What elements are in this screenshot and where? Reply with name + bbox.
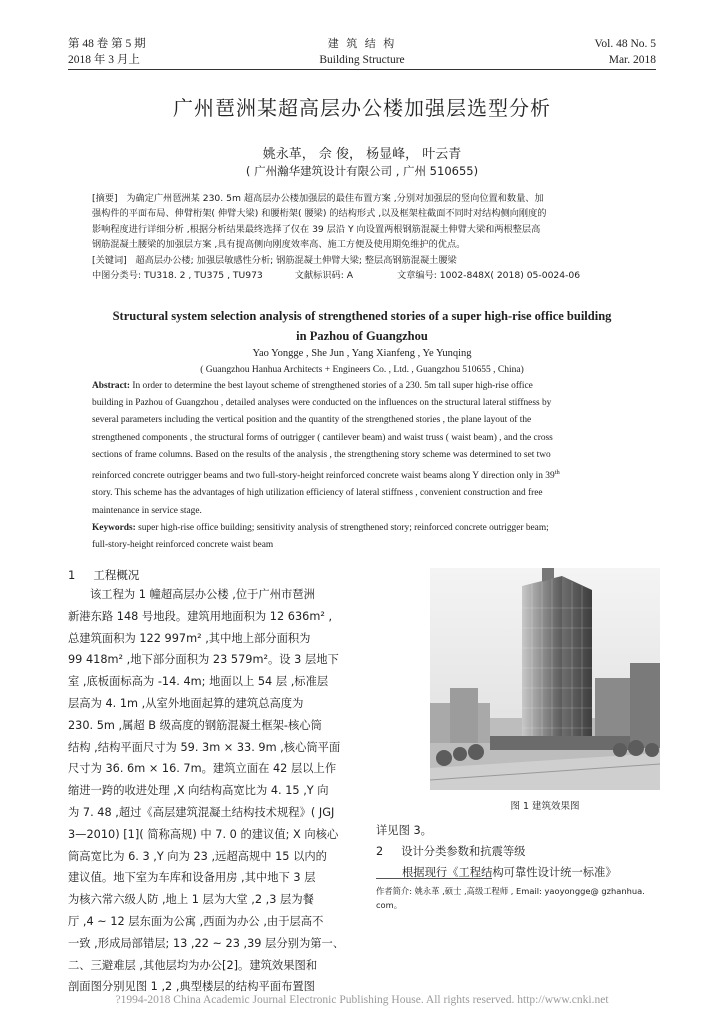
body-line: 厅 ,4 ~ 12 层东面为公寓 ,西面为办公 ,由于层高不 bbox=[68, 914, 324, 928]
body-line: 缩进一跨的收进处理 ,X 向结构高宽比为 4. 15 ,Y 向 bbox=[68, 784, 329, 798]
building-rendering-image bbox=[430, 568, 660, 790]
header-date-en: Mar. 2018 bbox=[608, 54, 656, 66]
cnki-watermark: ?1994-2018 China Academic Journal Electronic Publishing House. All rights reserved. http://www.cnki.net bbox=[115, 994, 609, 1006]
building-rendering-figure bbox=[430, 568, 660, 790]
body-line: 详见图 3。 bbox=[376, 824, 432, 837]
body-line: 根据现行《工程结构可靠性设计统一标准》 bbox=[402, 866, 617, 879]
header-volume-zh: 第 48 卷 第 5 期 bbox=[68, 38, 146, 50]
keywords-en-label: Keywords: bbox=[92, 522, 136, 533]
section-1-heading: 1 工程概况 bbox=[68, 568, 140, 582]
body-line: 为 7. 48 ,超过《高层建筑混凝土结构技术规程》( JGJ bbox=[68, 805, 335, 819]
abstract-en-label: Abstract: bbox=[92, 381, 131, 391]
body-line: 剖面图分别见图 1 ,2 ,典型楼层的结构平面布置图 bbox=[68, 980, 315, 994]
keywords-zh-label: [关键词] bbox=[92, 254, 127, 266]
paper-title-en: Structural system selection analysis of strengthened stories of a super high-rise office building in Pazhou of Guangzhou bbox=[112, 309, 612, 343]
body-line: 一致 ,形成局部错层; 13 ,22 ~ 23 ,39 层分别为第一、 bbox=[68, 936, 345, 950]
header-volume-en: Vol. 48 No. 5 bbox=[594, 38, 656, 50]
author-footnote: 作者简介: 姚永革 ,硕士 ,高级工程师 , Email: yaoyongge@ gzhanhua. com。 bbox=[376, 886, 645, 910]
body-line: 230. 5m ,属超 B 级高度的钢筋混凝土框架-核心筒 bbox=[68, 718, 322, 732]
affiliation-en: ( Guangzhou Hanhua Architects + Engineers Co. , Ltd. , Guangzhou 510655 , China) bbox=[200, 365, 524, 375]
right-column-body bbox=[376, 820, 660, 883]
body-line: 二、三避难层 ,其他层均为办公[2]。建筑效果图和 bbox=[68, 958, 318, 972]
body-line: 新港东路 148 号地段。建筑用地面积为 12 636m² , bbox=[68, 609, 333, 623]
body-line: 筒高宽比为 6. 3 ,Y 向为 23 ,远超高规中 15 以内的 bbox=[68, 849, 327, 863]
authors-en: Yao Yongge , She Jun , Yang Xianfeng , Ye Yunqing bbox=[252, 348, 472, 359]
clc-number: 中图分类号: TU318. 2 , TU375 , TU973 bbox=[92, 270, 263, 282]
abstract-zh-label: [摘要] bbox=[92, 193, 118, 204]
body-line: 该工程为 1 幢超高层办公楼 ,位于广州市琶洲 bbox=[90, 588, 315, 601]
header-rule bbox=[68, 69, 656, 70]
abstract-zh-line: 强构件的平面布局、伸臂桁架( 伸臂大梁) 和腰桁架( 腰梁) 的结构形式 ,以及框架柱截面不同时对结构侧向刚度的 bbox=[92, 208, 547, 220]
body-line: 总建筑面积为 122 997m² ,其中地上部分面积为 bbox=[68, 631, 311, 645]
paper-title-zh: 广州琶洲某超高层办公楼加强层选型分析 bbox=[173, 96, 551, 120]
classification-zh bbox=[92, 268, 664, 283]
article-number: 文章编号: 1002-848X( 2018) 05-0024-06 bbox=[397, 270, 581, 282]
abstract-zh-line: [摘要] 为确定广州琶洲某 230. 5m 超高层办公楼加强层的最佳布置方案 ,分别对加强层的竖向位置和数量、加 bbox=[92, 193, 544, 204]
section-2-heading: 2 设计分类参数和抗震等级 bbox=[376, 845, 526, 858]
abstract-zh-line: 钢筋混凝土腰梁的加强层方案 ,具有提高侧向刚度效率高、施工方便及使用期免维护的优点。 bbox=[92, 239, 466, 251]
keywords-zh: [关键词] 超高层办公楼; 加强层敏感性分析; 钢筋混凝土伸臂大梁; 整层高钢筋混凝土腰梁 bbox=[92, 254, 457, 266]
body-line: 99 418m² ,地下部分面积为 23 579m²。设 3 层地下 bbox=[68, 653, 339, 667]
affiliation-zh: ( 广州瀚华建筑设计有限公司 , 广州 510655) bbox=[245, 164, 479, 178]
body-line: 结构 ,结构平面尺寸为 59. 3m × 33. 9m ,核心筒平面 bbox=[68, 740, 341, 754]
section-1-body bbox=[68, 584, 357, 998]
footnote-rule bbox=[376, 878, 492, 879]
abstract-zh-line: 影响程度进行详细分析 ,根据分析结果最终选择了仅在 39 层沿 Y 向设置两根钢筋混凝土伸臂大梁和两根整层高 bbox=[92, 223, 541, 235]
header-journal-zh: 建 筑 结 构 bbox=[327, 37, 397, 50]
body-line: 层高为 4. 1m ,从室外地面起算的建筑总高度为 bbox=[68, 696, 304, 710]
abstract-en: Abstract: In order to determine the best layout scheme of strengthened stories of a 230. 5m tall super high-rise office building in Pazhou of Guangzhou , detailed analyses were conducted on the influences on the structural lateral stiffness by several parameters including the vertical position and the quantity of the strengthened stories , the plane layout of the strengthened components , the structural forms of outrigger ( cantilever beam) and waist truss ( waist beam) , and the cross sections of frame columns. Based on the results of the analysis , the strengthening story scheme was determined to set two reinforced concrete outrigger beams and two full-story-height reinforced concrete waist beams along Y direction only in 39th story. This scheme has the advantages of high utilization efficiency of lateral stiffness , convenient construction and free maintenance in service stage. Keywords: super high-rise office building; sensitivity analysis of strengthened story; reinforced concrete outrigger beam; full-story-height reinforced concrete waist beam bbox=[92, 381, 560, 550]
figure-1-caption: 图 1 建筑效果图 bbox=[510, 801, 580, 812]
body-line: 室 ,底板面标高为 -14. 4m; 地面以上 54 层 ,标准层 bbox=[68, 675, 329, 689]
authors-zh: 姚永革， 佘 俊， 杨显峰， 叶云青 bbox=[262, 147, 462, 162]
document-code: 文献标识码: A bbox=[294, 270, 354, 282]
body-line: 建议值。地下室为车库和设备用房 ,其中地下 3 层 bbox=[68, 871, 316, 885]
header-journal-en: Building Structure bbox=[319, 54, 405, 66]
abstract-zh bbox=[92, 191, 664, 283]
body-line: 为核六常六级人防 ,地上 1 层为大堂 ,2 ,3 层为餐 bbox=[68, 893, 314, 907]
header-date-zh: 2018 年 3 月上 bbox=[68, 54, 140, 66]
body-line: 尺寸为 36. 6m × 16. 7m。建筑立面在 42 层以上作 bbox=[68, 762, 337, 776]
body-line: 3—2010) [1]( 简称高规) 中 7. 0 的建议值; X 向核心 bbox=[68, 827, 339, 841]
